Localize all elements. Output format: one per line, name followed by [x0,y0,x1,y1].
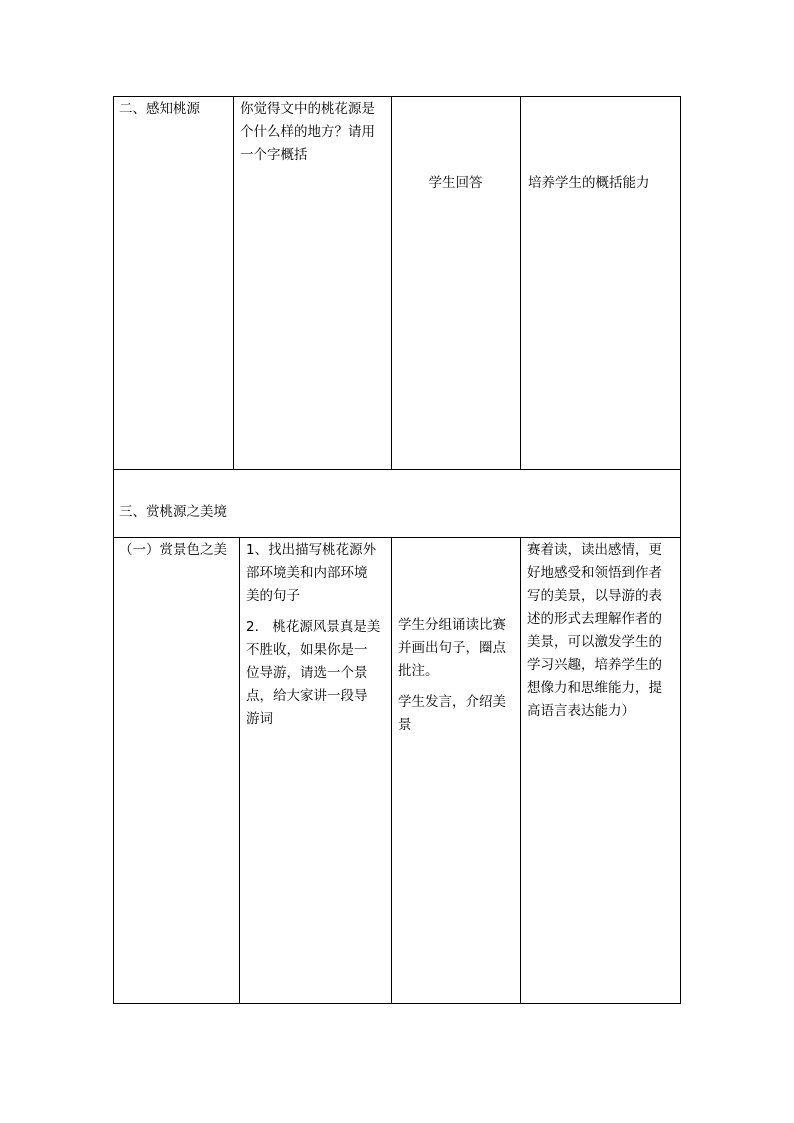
purpose-text: 培养学生的概括能力 [528,175,650,191]
task-2-line: 2. 桃花源风景真是美 [246,619,381,635]
purpose-line: 好地感受和领悟到作者 [527,565,662,581]
table-border-left [113,96,114,1004]
teacher-line: 你觉得文中的桃花源是 [240,101,375,117]
purpose-line: 述的形式去理解作者的 [527,611,662,627]
teacher-activity-cell [240,98,375,167]
purpose-line: 赛着读，读出感情，更 [527,542,662,558]
task-2-line: 不胜收，如果你是一 [246,642,368,658]
table-border-top [113,96,681,97]
student-activity-cell-2 [398,614,506,737]
teacher-line: 个什么样的地方？请用 [240,124,375,140]
student-activity-line: 批注。 [398,663,439,679]
teacher-activity-cell-2 [246,539,380,731]
task-2-line: 点，给大家讲一段导 [246,688,368,704]
task-2-line: 游词 [246,711,273,727]
section-heading-cell [119,501,227,524]
table-border-right [680,96,681,1004]
purpose-line: 高语言表达能力） [527,703,635,719]
row-divider-2 [113,537,681,538]
purpose-line: 想像力和思维能力，提 [527,680,662,696]
purpose-line: 学习兴趣，培养学生的 [527,657,662,673]
row3-col-divider-2 [391,537,392,1004]
task-2-line: 位导游，请选一个景 [246,665,368,681]
row1-col-divider-3 [520,96,521,470]
row3-col-divider-3 [520,537,521,1004]
purpose-line: 写的美景，以导游的表 [527,588,662,604]
table-border-bottom [113,1003,681,1004]
student-activity-line: 并画出句子，圈点 [398,640,506,656]
student-activity-line: 学生发言，介绍美 [398,694,506,710]
sub-step-cell [119,539,227,562]
row1-col-divider-2 [391,96,392,470]
step-cell [119,98,200,121]
teacher-line: 一个字概括 [240,147,308,163]
task-1-line: 部环境美和内部环境 [246,565,368,581]
task-1-line: 1、找出描写桃花源外 [246,542,377,558]
purpose-cell-2 [527,539,662,723]
row3-col-divider-1 [239,537,240,1004]
row1-col-divider-1 [233,96,234,470]
student-activity-line: 学生分组诵读比赛 [398,617,506,633]
row-divider-1 [113,469,681,470]
task-1-line: 美的句子 [246,588,300,604]
student-activity-line: 景 [398,717,412,733]
purpose-line: 美景，可以激发学生的 [527,634,662,650]
step-label: 二、感知桃源 [119,101,200,117]
sub-step-label: （一）赏景色之美 [119,542,227,558]
student-response: 学生回答 [428,175,483,191]
purpose-cell [528,172,650,195]
section-heading: 三、赏桃源之美境 [119,504,227,520]
student-activity-cell [391,172,520,195]
